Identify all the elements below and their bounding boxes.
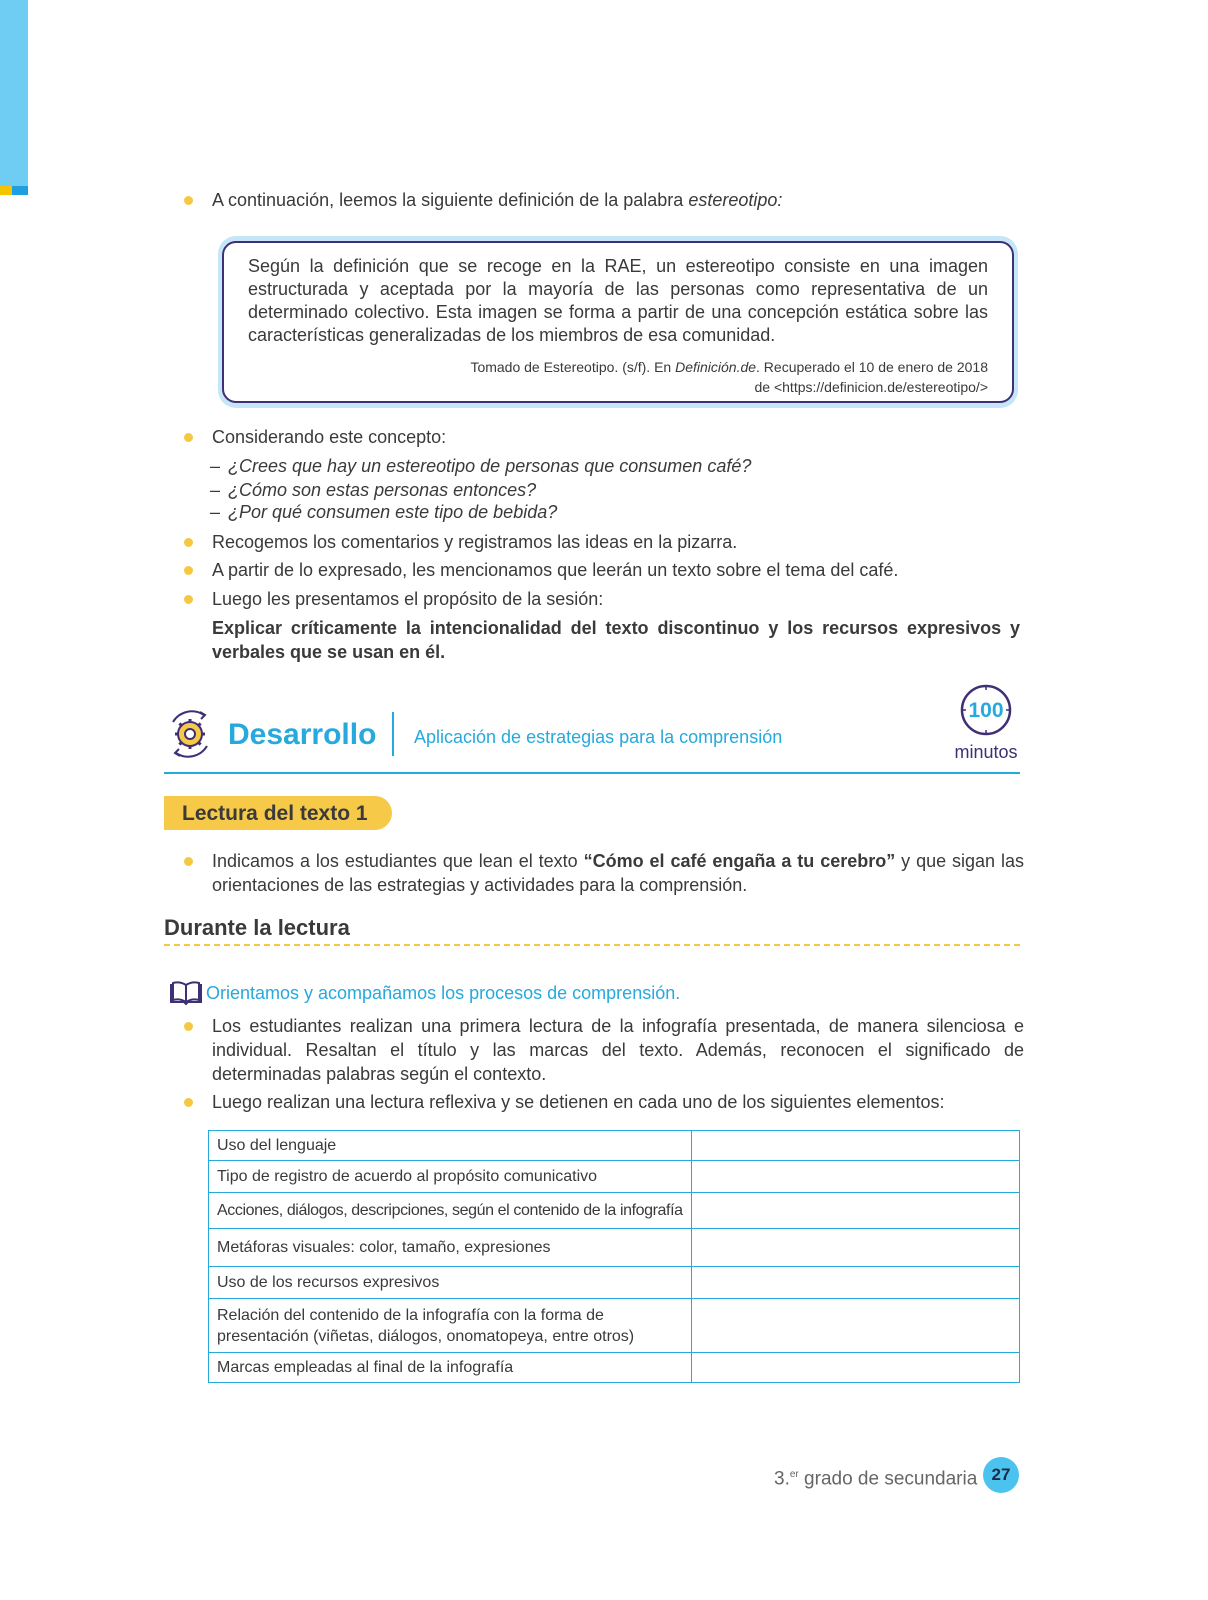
gear-icon <box>164 708 216 760</box>
reading-label: Lectura del texto 1 <box>164 796 392 830</box>
definition-box <box>218 236 1018 408</box>
during-reading-heading: Durante la lectura <box>164 915 350 940</box>
dashed-divider <box>164 944 1020 946</box>
table-row: Acciones, diálogos, descripciones, según el contenido de la infografía <box>209 1193 1020 1229</box>
table-row: Uso del lenguaje <box>209 1131 1020 1161</box>
development-subtitle: Aplicación de estrategias para la comprensión <box>414 727 783 747</box>
empty-cell <box>692 1353 1020 1383</box>
time-unit: minutos <box>954 742 1018 762</box>
side-bar-accent-yellow <box>0 186 12 195</box>
bullet-dot <box>184 857 193 866</box>
bullet-dot <box>184 1022 193 1031</box>
table-row: Metáforas visuales: color, tamaño, expresiones <box>209 1229 1020 1267</box>
table-row: Tipo de registro de acuerdo al propósito comunicativo <box>209 1161 1020 1193</box>
book-icon <box>168 980 204 1006</box>
grade-label: 3.$^{er}$ grado de secundaria <box>774 1468 978 1490</box>
page-number: 27 <box>983 1457 1019 1493</box>
question-item: – ¿Cómo son estas personas entonces? <box>210 480 537 500</box>
empty-cell <box>692 1131 1020 1161</box>
question-item: – ¿Crees que hay un estereotipo de personas que consumen café? <box>210 456 752 476</box>
empty-cell <box>692 1229 1020 1267</box>
bullet-dot <box>184 196 193 205</box>
empty-cell <box>692 1193 1020 1229</box>
intro-italic: estereotipo: <box>688 190 783 210</box>
table-row: Uso de los recursos expresivos <box>209 1267 1020 1299</box>
question-item: – ¿Por qué consumen este tipo de bebida? <box>210 502 558 522</box>
time-value: 100 <box>968 699 1004 722</box>
side-color-bar <box>0 0 28 186</box>
definition-source: Tomado de Estereotipo. (s/f). En Definición.de. Recuperado el 10 de enero de 2018 de <https://definicion.de/estereotipo/> <box>470 359 988 395</box>
title-divider <box>392 712 394 756</box>
table-row: Relación del contenido de la infografía con la forma de presentación (viñetas, diálogos, onomatopeya, entre otros) <box>209 1299 1020 1353</box>
session-purpose: Explicar críticamente la intencionalidad del texto discontinuo y los recursos expresivos y verbales que se usan en él. <box>212 618 1020 662</box>
intro-text: A continuación, leemos la siguiente definición de la palabra <box>212 190 689 210</box>
development-title: Desarrollo <box>228 718 377 751</box>
definition-text: Según la definición que se recoge en la RAE, un estereotipo consiste en una imagen estructurada y aceptada por la mayoría de las personas como representativa de un determinado colectivo. Esta imagen se forma a partir de una concepción estática sobre las características generalizadas de los miembros de esa comunidad. <box>248 256 988 345</box>
bullet-dot <box>184 566 193 575</box>
empty-cell <box>692 1267 1020 1299</box>
table-row: Marcas empleadas al final de la infografía <box>209 1353 1020 1383</box>
empty-cell <box>692 1299 1020 1353</box>
bullet-dot <box>184 1098 193 1107</box>
empty-cell <box>692 1161 1020 1193</box>
bullet-dot <box>184 433 193 442</box>
elements-table <box>208 1130 1020 1383</box>
bullet-dot <box>184 538 193 547</box>
clock-icon <box>960 684 1012 736</box>
orientation-text: Orientamos y acompañamos los procesos de comprensión. <box>206 983 681 1003</box>
bullet-dot <box>184 595 193 604</box>
section-rule <box>164 772 1020 774</box>
